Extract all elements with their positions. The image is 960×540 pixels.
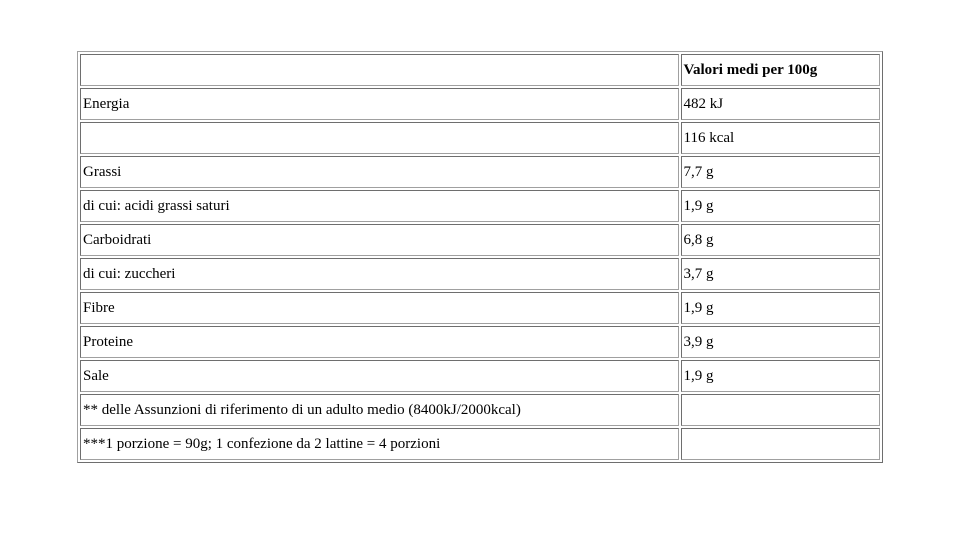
nutrient-label: Energia [80, 88, 679, 120]
footnote-value [681, 394, 881, 426]
table-row [80, 224, 880, 256]
nutrient-label: Fibre [80, 292, 679, 324]
table-row [80, 258, 880, 290]
table-row [80, 122, 880, 154]
nutrient-value: 1,9 g [681, 190, 881, 222]
nutrient-value: 7,7 g [681, 156, 881, 188]
table-row [80, 156, 880, 188]
table-row [80, 428, 880, 460]
nutrient-label: Carboidrati [80, 224, 679, 256]
nutrient-value: 3,9 g [681, 326, 881, 358]
nutrient-label [80, 122, 679, 154]
nutrient-value: 482 kJ [681, 88, 881, 120]
table-row [80, 360, 880, 392]
nutrient-label: Grassi [80, 156, 679, 188]
nutrient-label: di cui: zuccheri [80, 258, 679, 290]
table-row [80, 326, 880, 358]
nutrient-label: Sale [80, 360, 679, 392]
footnote-label: ***1 porzione = 90g; 1 confezione da 2 lattine = 4 porzioni [80, 428, 679, 460]
nutrient-label: di cui: acidi grassi saturi [80, 190, 679, 222]
footnote-label: ** delle Assunzioni di riferimento di un adulto medio (8400kJ/2000kcal) [80, 394, 679, 426]
table-header-row [80, 54, 880, 86]
header-value-cell: Valori medi per 100g [681, 54, 881, 86]
table-row [80, 190, 880, 222]
nutrition-table [77, 51, 883, 463]
nutrient-value: 6,8 g [681, 224, 881, 256]
nutrient-value: 1,9 g [681, 360, 881, 392]
nutrient-value: 116 kcal [681, 122, 881, 154]
nutrient-value: 3,7 g [681, 258, 881, 290]
table-row [80, 394, 880, 426]
table-row [80, 292, 880, 324]
footnote-value [681, 428, 881, 460]
header-label-cell [80, 54, 679, 86]
table-row [80, 88, 880, 120]
nutrient-label: Proteine [80, 326, 679, 358]
nutrient-value: 1,9 g [681, 292, 881, 324]
